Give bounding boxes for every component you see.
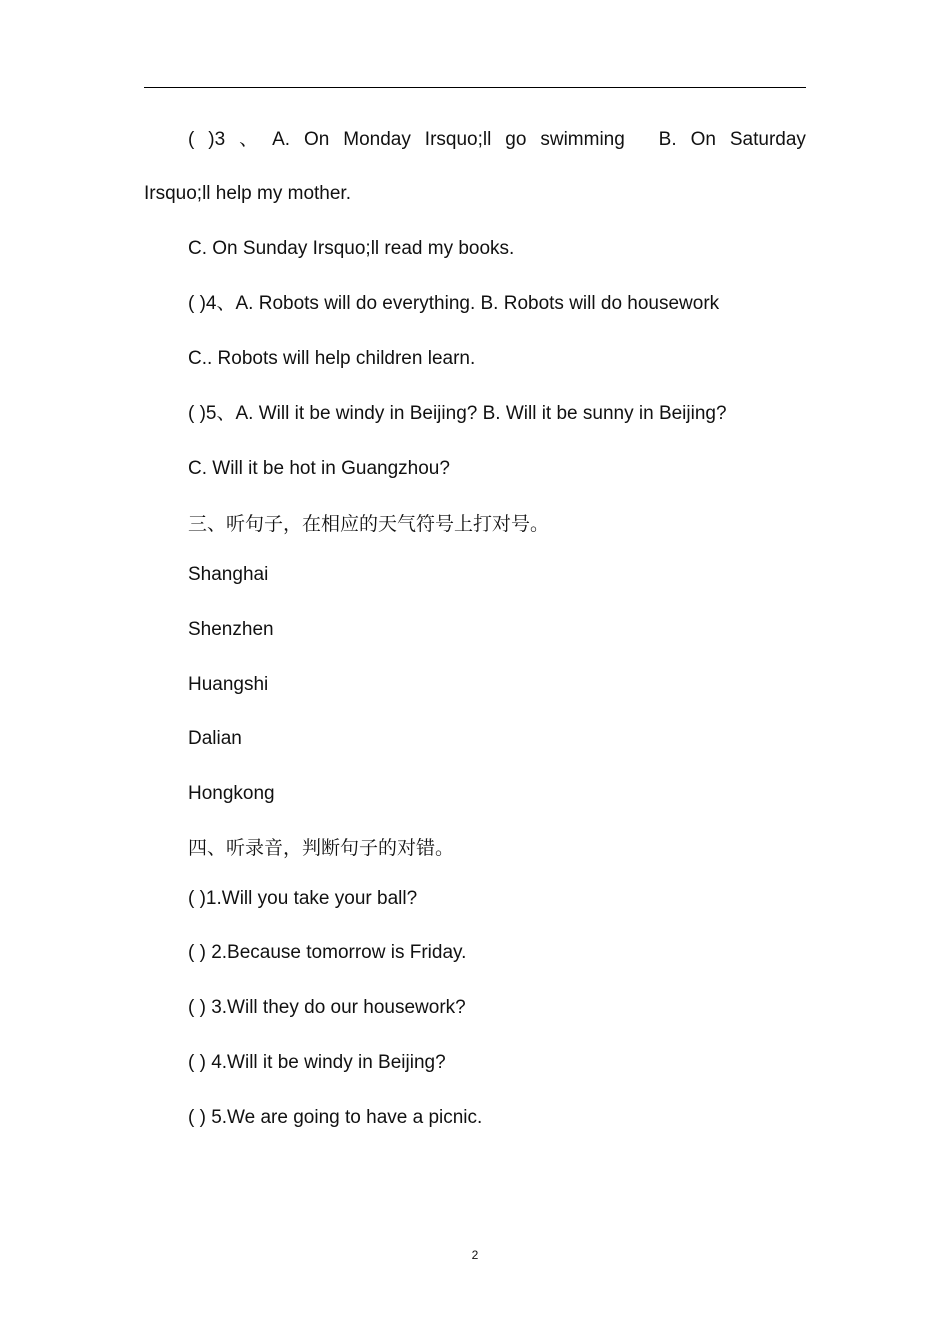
header-rule bbox=[144, 87, 806, 88]
q3-word: Monday bbox=[343, 129, 411, 150]
city-item: Huangshi bbox=[188, 674, 269, 695]
q3-option-c: C. On Sunday Irsquo;ll read my books. bbox=[188, 238, 515, 259]
q3-option-b-continued: Irsquo;ll help my mother. bbox=[144, 183, 351, 204]
q3-word: Saturday bbox=[729, 129, 806, 150]
q3-word: On bbox=[303, 129, 330, 150]
q3-number: )3 bbox=[208, 129, 226, 150]
q3-word: On bbox=[690, 129, 716, 150]
page-number: 2 bbox=[471, 1248, 479, 1262]
q3-word: swimming bbox=[540, 129, 625, 150]
q3-word: Irsquo;ll bbox=[424, 129, 492, 150]
q4-line2: C.. Robots will help children learn. bbox=[188, 348, 476, 369]
judgement-item: ( ) 3.Will they do our housework? bbox=[188, 997, 466, 1018]
judgement-item: ( ) 4.Will it be windy in Beijing? bbox=[188, 1052, 446, 1073]
q3-line1 bbox=[188, 128, 806, 152]
q3-word: B. bbox=[658, 129, 677, 150]
q5-line2: C. Will it be hot in Guangzhou? bbox=[188, 458, 450, 479]
q4-line1: ( )4、A. Robots will do everything. B. Robots will do housework bbox=[188, 293, 720, 314]
city-item: Shenzhen bbox=[188, 619, 274, 640]
q3-word: go bbox=[505, 129, 527, 150]
section4-heading: 四、听录音，判断句子的对错。 bbox=[188, 837, 455, 859]
q3-word: A. bbox=[272, 129, 291, 150]
city-item: Dalian bbox=[188, 728, 242, 749]
section3-heading: 三、听句子，在相应的天气符号上打对号。 bbox=[188, 513, 550, 535]
q3-separator: 、 bbox=[239, 129, 259, 150]
city-item: Hongkong bbox=[188, 783, 275, 804]
q3-paren: ( bbox=[188, 129, 195, 150]
judgement-item: ( ) 5.We are going to have a picnic. bbox=[188, 1107, 483, 1128]
judgement-item: ( ) 2.Because tomorrow is Friday. bbox=[188, 942, 467, 963]
city-item: Shanghai bbox=[188, 564, 269, 585]
judgement-item: ( )1.Will you take your ball? bbox=[188, 888, 418, 909]
q5-line1: ( )5、A. Will it be windy in Beijing? B. Will it be sunny in Beijing? bbox=[188, 403, 727, 424]
